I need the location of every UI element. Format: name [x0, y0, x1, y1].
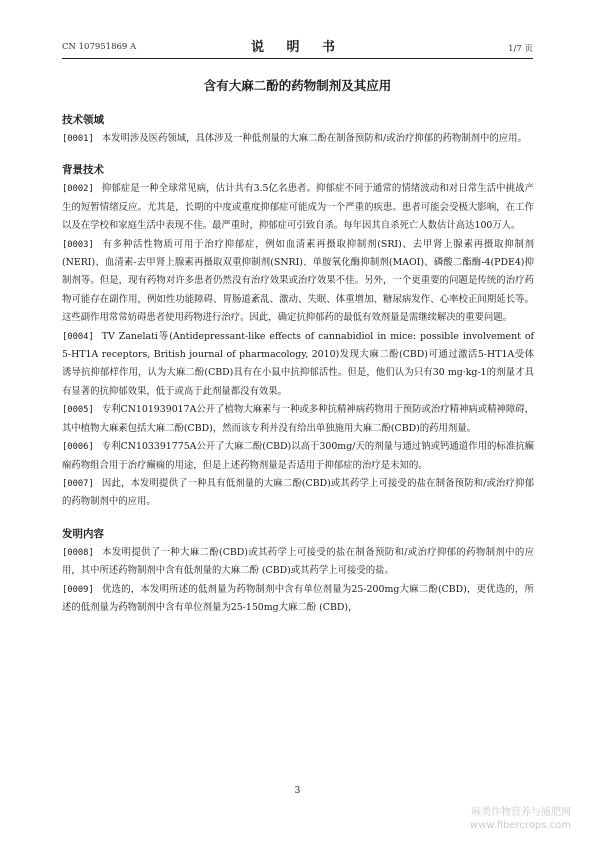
paragraph-text: 本发明涉及医药领域，具体涉及一种低剂量的大麻二酚在制备预防和/或治疗抑郁的药物制剂中的应用。: [101, 133, 527, 144]
watermark-site-name: 麻类作物营养与施肥网: [471, 807, 571, 818]
paragraph-text: 有多种活性物质可用于治疗抑郁症，例如血清素再摄取抑制剂(SRI)、去甲肾上腺素再摄取抑制剂(NERI)、血清素-去甲肾上腺素再摄取双重抑制剂(SNRI)、单胺氧化酶抑制剂(MAOI)、磷酸二酯酶-4(PDE4)抑制剂等。但是，现有药物对许多患者仍然没有治疗效果或治疗效果不佳。另外，一个更重要的问题是传统的治疗药物可能存在副作用，例如性功能障碍、胃肠道紊乱、激动、失眠、体重增加、糖尿病发作、心率校正间期延长等。这些副作用常常妨碍患者使用药物进行治疗。因此，确定抗抑郁药的最低有效剂量是需继续解决的重要问题。: [62, 238, 534, 324]
watermark-url: www.fibercrops.com: [469, 820, 571, 831]
paragraph-number: [0008]: [62, 547, 94, 558]
paragraph-0006: [62, 438, 534, 475]
paragraph-number: [0007]: [62, 478, 94, 489]
document-title: 含有大麻二酚的药物制剂及其应用: [203, 78, 392, 93]
paragraph-0003: [62, 236, 534, 328]
paragraph-text: 因此，本发明提供了一种具有低剂量的大麻二酚(CBD)或其药学上可接受的盐在制备预防和/或治疗抑郁的药物制剂中的应用。: [62, 477, 534, 508]
section-heading-background: 背景技术: [62, 164, 104, 177]
paragraph-text: 抑郁症是一种全球常见病，估计共有3.5亿名患者。抑郁症不同于通常的情绪波动和对日常生活中挑战产生的短暂情绪反应。尤其是，长期的中度或重度抑郁症可能成为一个严重的疾患。患者可能会受极大影响，在工作以及在学校和家庭生活中表现不佳。最严重时，抑郁症可引致自杀。每年因其自杀死亡人数估计高达100万人。: [62, 183, 534, 232]
document-body: [62, 108, 534, 617]
paragraph-text: 本发明提供了一种大麻二酚(CBD)或其药学上可接受的盐在制备预防和/或治疗抑郁的药物制剂中的应用，其中所述药物制剂中含有低剂量的大麻二酚 (CBD)或其药学上可接受的盐。: [62, 546, 534, 577]
paragraph-0009: [62, 581, 534, 618]
paragraph-number: [0006]: [62, 442, 94, 453]
paragraph-0005: [62, 401, 534, 438]
page-ratio: 1/7 页: [508, 44, 533, 54]
paragraph-0004: [62, 328, 534, 402]
document-type: 说 明 书: [250, 40, 345, 55]
patent-number: CN 107951869 A: [62, 42, 137, 52]
paragraph-0001: [62, 130, 534, 148]
paragraph-0002: [62, 180, 534, 235]
paragraph-text: 专利CN103391775A公开了大麻二酚(CBD)以高于300mg/天的剂量与通过钠或钙通道作用的标准抗癫痫药物组合用于治疗癫痫的用途，但是上述药物剂量是否适用于抑郁症的治疗是未知的。: [62, 441, 534, 471]
paragraph-number: [0002]: [62, 184, 94, 195]
paragraph-0007: [62, 475, 534, 512]
paragraph-number: [0009]: [62, 584, 94, 595]
section-heading-technical-field: 技术领域: [62, 114, 104, 126]
paragraph-number: [0001]: [62, 134, 94, 144]
header-divider: [62, 58, 533, 59]
paragraph-number: [0003]: [62, 239, 94, 250]
paragraph-text: 专利CN101939017A公开了植物大麻素与一种或多种抗精神病药物用于预防或治疗精神病或精神障碍，其中植物大麻素包括大麻二酚(CBD)，然而该专利并没有给出单独施用大麻二酚(CBD)的药用剂量。: [62, 404, 534, 434]
section-heading-invention-content: 发明内容: [62, 527, 104, 540]
watermark: [470, 806, 571, 832]
page-header: [62, 34, 533, 56]
paragraph-number: [0005]: [62, 405, 94, 416]
page-number: 3: [294, 786, 301, 796]
paragraph-0008: [62, 544, 534, 581]
paragraph-text: TV Zanelati等(Antidepressant-like effects of cannabidiol in mice: possible involvement of 5-HT1A receptors, British journal of pharmacology, 2010)发现大麻二酚(CBD)可通过激活5-HT1A受体 诱导抗抑郁样作用，认为大麻二酚(CBD)具有在小鼠中抗抑郁活性。但是，他们认为只有30 mg·kg-1的剂量才具有显著的抗抑郁效果，低于或高于此剂量都没有效果。: [62, 330, 534, 397]
paragraph-text: 优选的，本发明所述的低剂量为药物制剂中含有单位剂量为25-200mg大麻二酚(CBD)，更优选的，所述的低剂量为药物制剂中含有单位剂量为25-150mg大麻二酚 (CBD)，: [62, 583, 534, 613]
paragraph-number: [0004]: [62, 331, 94, 342]
